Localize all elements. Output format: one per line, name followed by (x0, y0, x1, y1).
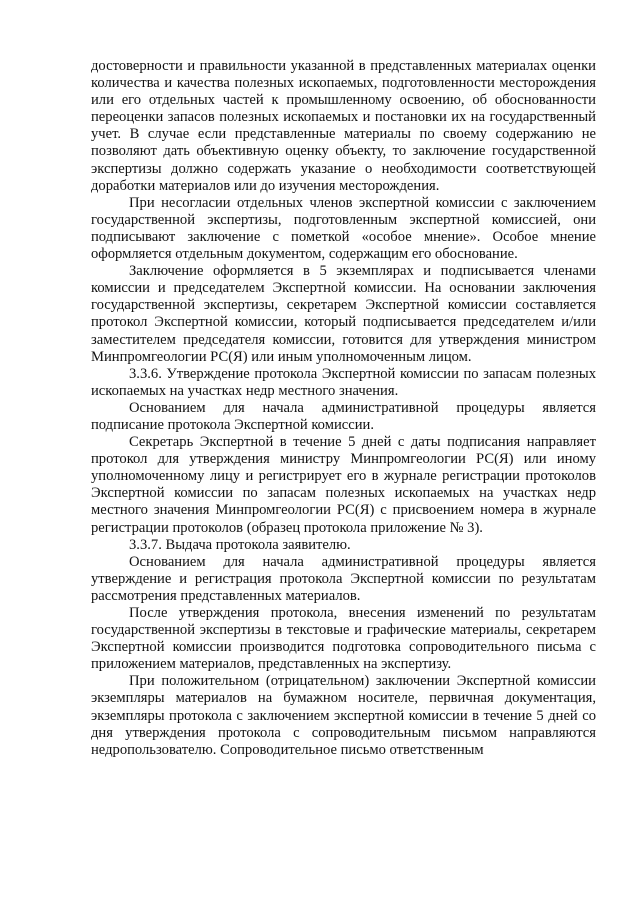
paragraph-cover-letter-preparation: После утверждения протокола, внесения изменений по результатам государственной экспертизы в текстовые и графические материалы, секретарем Экспертной комиссии производится подготовка сопроводительного письма с приложением материалов, представленных на экспертизу. (91, 605, 596, 673)
paragraph-procedure-basis-approval: Основанием для начала административной процедуры является утверждение и регистрация протокола Экспертной комиссии по результатам рассмотрения представленных материалов. (91, 553, 596, 604)
paragraph-dissenting-opinion: При несогласии отдельных членов экспертной комиссии с заключением государственной экспертизы, подготовленным экспертной комиссией, они подписывают заключение с пометкой «особое мнение». Особое мнение оформляется отдельным документом, содержащим его обоснование. (91, 194, 596, 263)
section-heading-3-3-6: 3.3.6. Утверждение протокола Экспертной комиссии по запасам полезных ископаемых на участках недр местного значения. (91, 365, 596, 399)
paragraph-materials-return: При положительном (отрицательном) заключении Экспертной комиссии экземпляры материалов на бумажном носителе, первичная документация, экземпляры протокола с заключением экспертной комиссии в течение 5 дней со дня утверждения протокола с сопроводительным письмом направляются недропользователю. Сопроводительное письмо ответственным (91, 673, 596, 758)
paragraph-procedure-basis-signing: Основанием для начала административной процедуры является подписание протокола Экспертной комиссии. (91, 399, 596, 433)
paragraph-conclusion-copies: Заключение оформляется в 5 экземплярах и подписывается членами комиссии и председателем Экспертной комиссии. На основании заключения государственной экспертизы, секретарем Экспертной комиссии составляется протокол Экспертной комиссии, который подписывается председателем и/или заместителем председателя комиссии, готовится для утверждения министром Минпромгеологии РС(Я) или иным уполномоченным лицом. (91, 263, 596, 365)
document-page (91, 58, 596, 759)
paragraph-expertise-conclusion-content: достоверности и правильности указанной в представленных материалах оценки количества и качества полезных ископаемых, подготовленности месторождения или его отдельных частей к промышленному освоению, об обоснованности переоценки запасов полезных ископаемых и постановки их на государственный учет. В случае если представленные материалы по своему содержанию не позволяют дать объективную оценку объекту, то заключение государственной экспертизы должно содержать указание о необходимости соответствующей доработки материалов или до изучения месторождения. (91, 58, 596, 194)
section-heading-3-3-7: 3.3.7. Выдача протокола заявителю. (129, 536, 351, 553)
paragraph-secretary-registration: Секретарь Экспертной в течение 5 дней с даты подписания направляет протокол для утверждения министру Минпромгеологии РС(Я) или иному уполномоченному лицу и регистрирует его в журнале регистрации протоколов Экспертной комиссии по запасам полезных ископаемых на участках недр местного значения Минпромгеологии РС(Я) с присвоением номера в журнале регистрации протоколов (образец протокола приложение № 3). (91, 434, 596, 536)
